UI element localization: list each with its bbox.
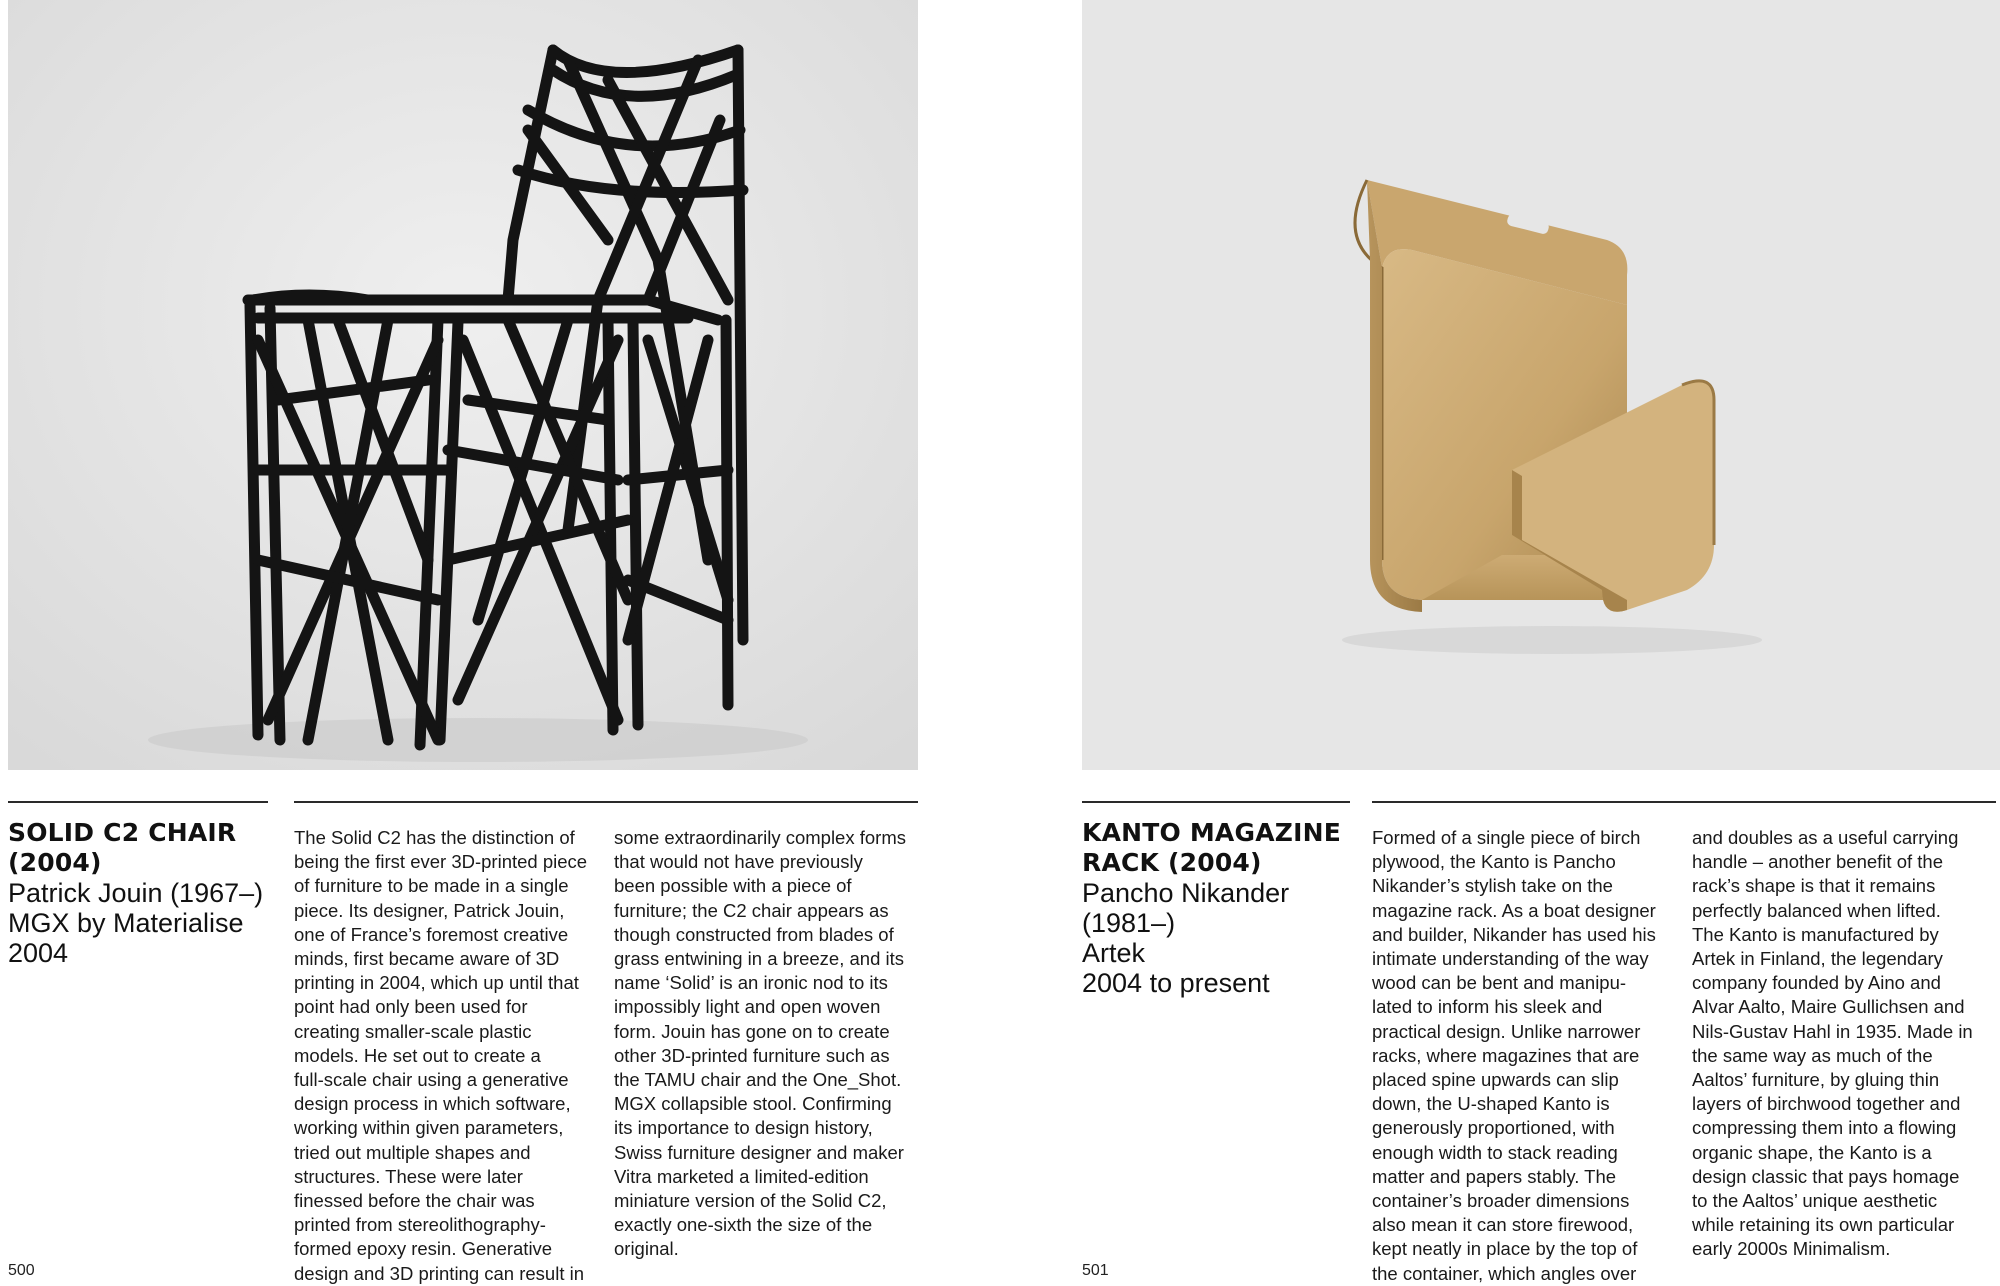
kanto-magazine-rack-photo <box>1082 0 2000 770</box>
right-body-column-1: Formed of a single piece of birch plywood, the Kanto is Pancho Nikander’s stylish take on the magazine rack. As a boat designer and builder, Nikander has used his intimate understanding of the way wood can be bent and manipu- lated to inform his sleek and practical design. Unlike narrower racks, where magazines that are placed spine upwards can slip down, the U-shaped Kanto is generously proportioned, with enough width to stack reading matter and papers stably. The container’s broader dimensions also mean it can store firewood, kept neatly in place by the top of the container, which angles over <box>1372 827 1656 1284</box>
left-body-column-2: some extraordinarily complex forms that would not have previously been possible with a piece of furniture; the C2 chair appears as though constructed from blades of grass entwining in a breeze, and its name ‘Solid’ is an ironic nod to its impossibly light and open woven form. Jouin has gone on to create other 3D-printed furniture such as the TAMU chair and the One_Shot. MGX collapsible stool. Confirming its importance to design history, Swiss furniture designer and maker Vitra marketed a limited-edition miniature version of the Solid C2, exactly one-sixth the size of the original. <box>614 827 906 1260</box>
year: 2004 to present <box>1082 968 1270 998</box>
page-number-right: 501 <box>1082 1262 1109 1279</box>
page-number-left: 500 <box>8 1262 35 1279</box>
solid-c2-chair-photo <box>8 0 918 770</box>
right-title-rule <box>1082 801 1350 803</box>
left-entry-heading <box>8 818 278 968</box>
designer: Patrick Jouin (1967–) <box>8 878 264 908</box>
entry-title: KANTO MAGAZINE RACK (2004) <box>1082 818 1341 877</box>
right-body-column-2: and doubles as a useful carrying handle – another benefit of the rack’s shape is that it remains perfectly balanced when lifted. The Kanto is manufactured by Artek in Finland, the legendary company founded by Aino and Alvar Aalto, Maire Gullichsen and Nils-Gustav Hahl in 1935. Made in the same way as much of the Aaltos’ furniture, by gluing thin layers of birchwood together and compressing them into a flowing organic shape, the Kanto is a design classic that pays homage to the Aaltos’ unique aesthetic while retaining its own particular early 2000s Minimalism. <box>1692 827 1973 1260</box>
year: 2004 <box>8 938 69 968</box>
left-body-column-1: The Solid C2 has the distinction of being the first ever 3D-printed piece of furniture to be made in a single piece. Its designer, Patrick Jouin, one of France’s foremost creative minds, first became aware of 3D printing in 2004, which up until that point had only been used for creating smaller-scale plastic models. He set out to create a full-scale chair using a generative design process in which software, working within given parameters, tried out multiple shapes and structures. These were later finessed before the chair was printed from stereolithography- formed epoxy resin. Generative design and 3D printing can result in <box>294 827 588 1284</box>
manufacturer: Artek <box>1082 938 1146 968</box>
designer: Pancho Nikander (1981–) <box>1082 878 1290 938</box>
entry-title: SOLID C2 CHAIR (2004) <box>8 818 237 877</box>
manufacturer: MGX by Materialise <box>8 908 244 938</box>
right-text-rule <box>1372 801 1996 803</box>
left-text-rule <box>294 801 918 803</box>
right-entry-heading <box>1082 818 1362 998</box>
left-title-rule <box>8 801 268 803</box>
